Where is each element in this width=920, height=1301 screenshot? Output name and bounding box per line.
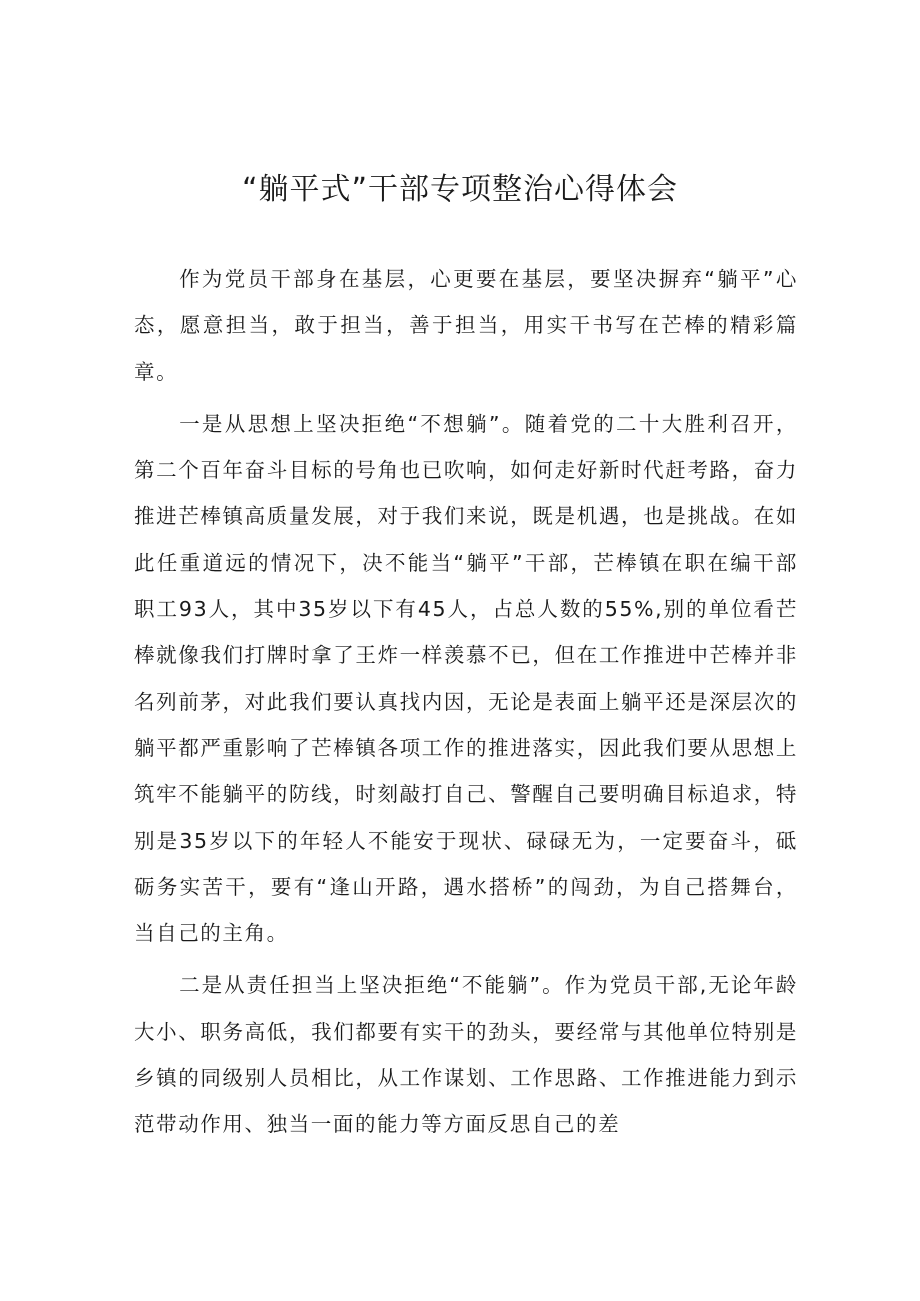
paragraph-intro: 作为党员干部身在基层，心更要在基层，要坚决摒弃“躺平”心态，愿意担当，敢于担当，善于担当，用实干书写在芒棒的精彩篇章。 bbox=[134, 267, 798, 384]
document-body bbox=[134, 256, 798, 1154]
paragraph-point-two: 二是从责任担当上坚决拒绝“不能躺”。作为党员干部,无论年龄大小、职务高低，我们都要有实干的劲头，要经常与其他单位特别是乡镇的同级别人员相比，从工作谋划、工作思路、工作推进能力到示范带动作用、独当一面的能力等方面反思自己的差 bbox=[134, 973, 798, 1137]
paragraph-point-one: 一是从思想上坚决拒绝“不想躺”。随着党的二十大胜利召开，第二个百年奋斗目标的号角也已吹响，如何走好新时代赶考路，奋力推进芒棒镇高质量发展，对于我们来说，既是机遇，也是挑战。在如此任重道远的情况下，决不能当“躺平”干部，芒棒镇在职在编干部职工93人，其中35岁以下有45人，占总人数的55%,别的单位看芒棒就像我们打牌时拿了王炸一样羡慕不已，但在工作推进中芒棒并非名列前茅，对此我们要认真找内因，无论是表面上躺平还是深层次的躺平都严重影响了芒棒镇各项工作的推进落实，因此我们要从思想上筑牢不能躺平的防线，时刻敲打自己、警醒自己要明确目标追求，特别是35岁以下的年轻人不能安于现状、碌碌无为，一定要奋斗，砥砺务实苦干，要有“逢山开路，遇水搭桥”的闯劲，为自己搭舞台，当自己的主角。 bbox=[134, 411, 798, 946]
document-title: “躺平式”干部专项整治心得体会 bbox=[241, 172, 679, 207]
